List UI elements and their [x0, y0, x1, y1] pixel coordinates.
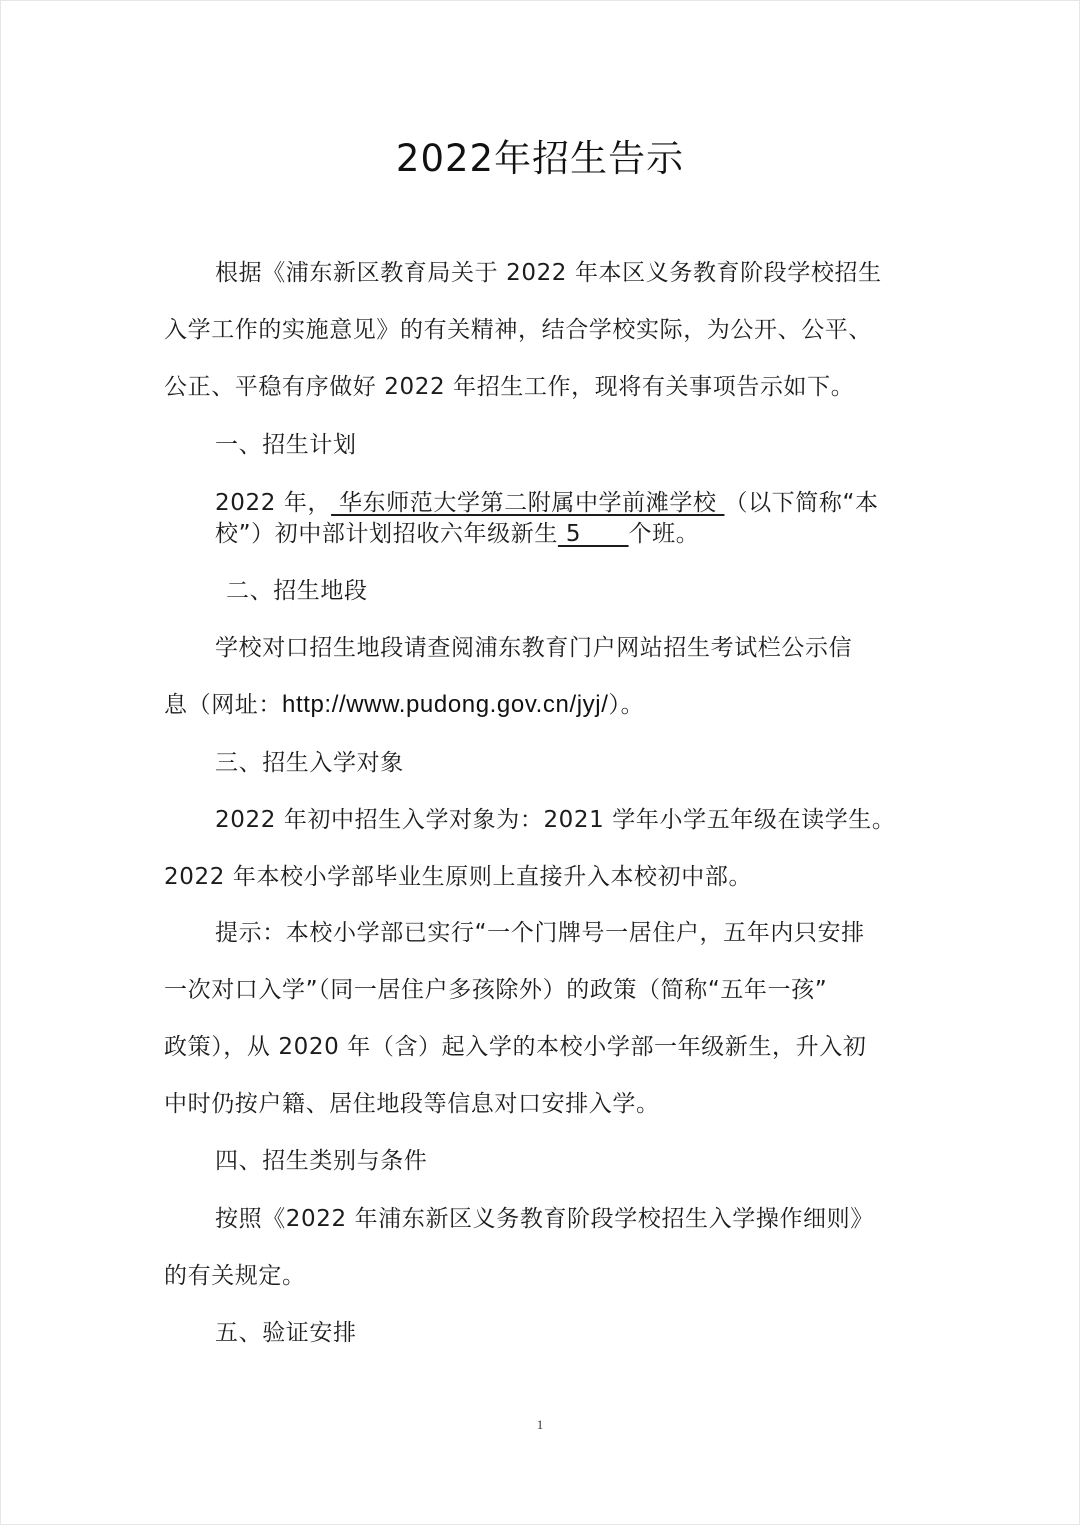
- section3-line-6: 中时仍按户籍、居住地段等信息对口安排入学。: [164, 1091, 660, 1117]
- section3-line-1: 2022 年初中招生入学对象为：2021 学年小学五年级在读学生。: [215, 807, 896, 833]
- section4-line-2: 的有关规定。: [164, 1263, 306, 1289]
- section2-line-2: [164, 688, 644, 722]
- page-number: 1: [536, 1417, 544, 1432]
- document-title: 2022年招生告示: [395, 137, 685, 180]
- intro-line-2: 入学工作的实施意见》的有关精神，结合学校实际，为公开、公平、: [164, 317, 872, 343]
- intro-line-1: 根据《浦东新区教育局关于 2022 年本区义务教育阶段学校招生: [215, 260, 882, 286]
- intro-line-3: 公正、平稳有序做好 2022 年招生工作，现将有关事项告示如下。: [164, 374, 855, 400]
- class-count: 5: [557, 521, 629, 547]
- section3-line-5: 政策），从 2020 年（含）起入学的本校小学部一年级新生，升入初: [164, 1034, 867, 1060]
- section3-line-2: 2022 年本校小学部毕业生原则上直接升入本校初中部。: [164, 864, 753, 890]
- section1-line2-suffix: 个班。: [628, 521, 700, 547]
- section1-heading: 一、招生计划: [215, 432, 357, 458]
- section5-heading: 五、验证安排: [215, 1320, 357, 1346]
- section2-heading: 二、招生地段: [226, 578, 368, 604]
- section1-line2-prefix: 校”）初中部计划招收六年级新生: [215, 521, 558, 547]
- section1-line-2: [215, 517, 699, 551]
- section3-line-4: 一次对口入学”（同一居住户多孩除外）的政策（简称“五年一孩”: [164, 977, 828, 1003]
- section2-line2-prefix: 息（网址：: [164, 692, 282, 718]
- school-name: 华东师范大学第二附属中学前滩学校: [331, 490, 725, 516]
- section4-heading: 四、招生类别与条件: [215, 1148, 428, 1174]
- section1-line1-prefix: 2022 年，: [215, 490, 332, 516]
- section1-line-1: [215, 486, 879, 520]
- website-url[interactable]: http://www.pudong.gov.cn/jyj/: [282, 691, 609, 718]
- section3-line-3: 提示：本校小学部已实行“一个门牌号一居住户，五年内只安排: [215, 920, 865, 946]
- section2-line-1: 学校对口招生地段请查阅浦东教育门户网站招生考试栏公示信: [215, 635, 853, 661]
- section3-heading: 三、招生入学对象: [215, 750, 404, 776]
- section4-line-1: 按照《2022 年浦东新区义务教育阶段学校招生入学操作细则》: [215, 1206, 874, 1232]
- section1-line1-suffix: （以下简称“本: [724, 490, 879, 516]
- section2-line2-suffix: ）。: [608, 692, 645, 718]
